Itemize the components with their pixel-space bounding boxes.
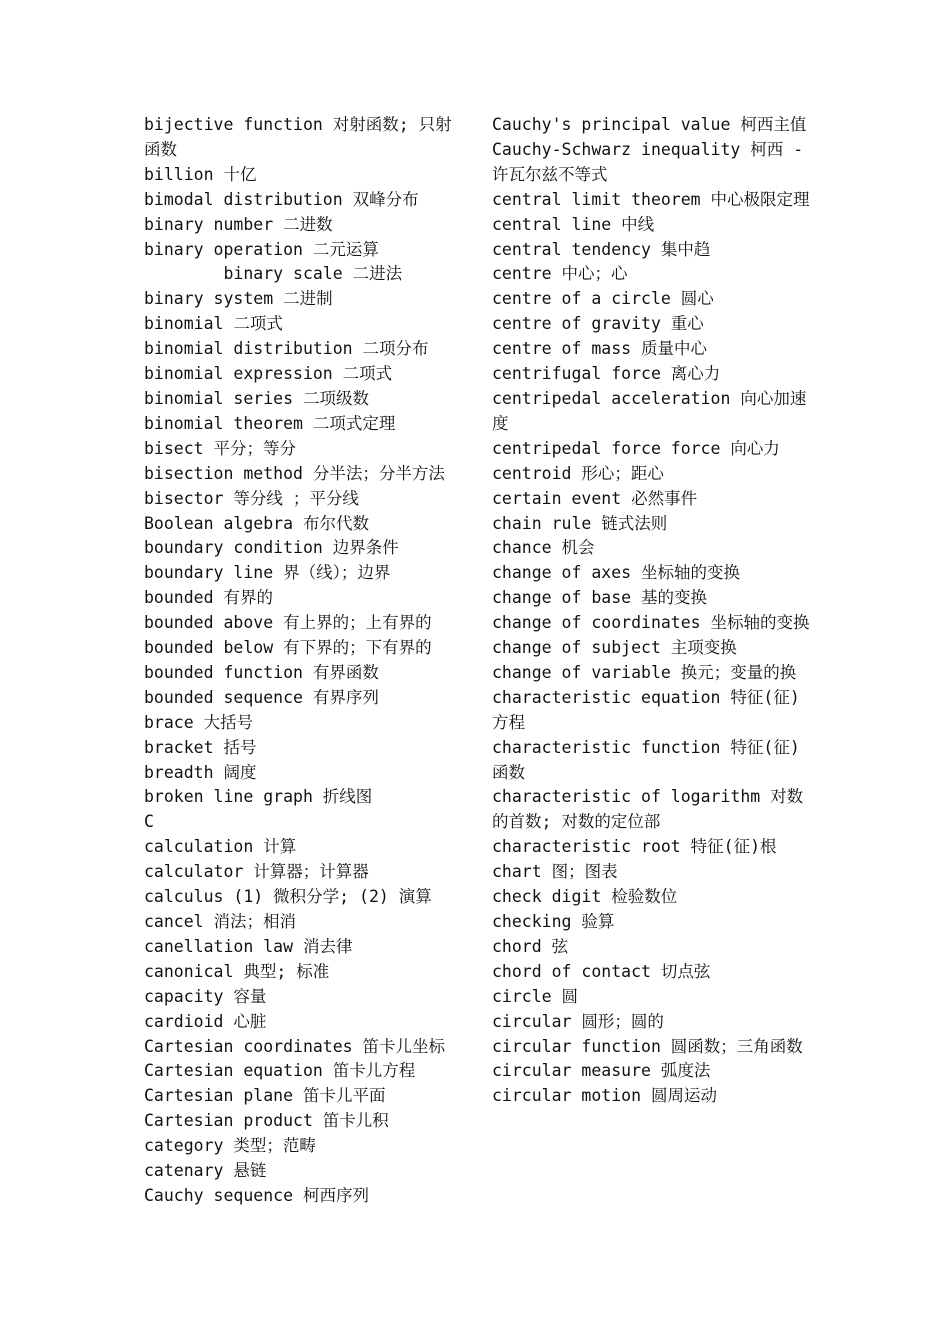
- glossary-entry: change of axes 坐标轴的变换: [492, 563, 741, 583]
- glossary-entry: bracket 括号: [144, 737, 257, 757]
- glossary-entry: cardioid 心脏: [144, 1011, 267, 1031]
- glossary-entry: characteristic function 特征(征)函数: [492, 737, 800, 782]
- glossary-entry: capacity 容量: [144, 986, 267, 1006]
- glossary-entry: binomial theorem 二项式定理: [144, 413, 396, 433]
- glossary-entry: Cartesian plane 笛卡儿平面: [144, 1086, 386, 1106]
- glossary-entry: circular 圆形；圆的: [492, 1011, 664, 1031]
- glossary-entry: boundary condition 边界条件: [144, 538, 399, 558]
- glossary-entry: calculation 计算: [144, 837, 297, 857]
- glossary-entry: broken line graph 折线图: [144, 787, 373, 807]
- glossary-entry: centripedal acceleration 向心加速度: [492, 388, 807, 433]
- glossary-entry: bounded 有界的: [144, 588, 273, 608]
- glossary-entry: C: [144, 812, 154, 832]
- glossary-entry: binary scale 二进法: [144, 264, 403, 284]
- glossary-entry: centripedal force force 向心力: [492, 438, 780, 458]
- glossary-entry: Boolean algebra 布尔代数: [144, 513, 369, 533]
- glossary-entry: change of subject 主项变换: [492, 638, 737, 658]
- glossary-entry: binomial series 二项级数: [144, 388, 369, 408]
- glossary-entry: binary operation 二元运算: [144, 239, 379, 259]
- glossary-entry: certain event 必然事件: [492, 488, 698, 508]
- glossary-entry: bijective function 对射函数; 只射函数: [144, 115, 452, 159]
- glossary-entry: bounded below 有下界的；下有界的: [144, 638, 432, 658]
- glossary-entry: centre of a circle 圆心: [492, 289, 714, 309]
- glossary-entry: canonical 典型; 标准: [144, 961, 330, 981]
- glossary-entry: circular measure 弧度法: [492, 1061, 711, 1081]
- glossary-entry: bisection method 分半法；分半方法: [144, 463, 445, 483]
- glossary-entry: breadth 阔度: [144, 762, 257, 782]
- glossary-entry: catenary 悬链: [144, 1161, 267, 1181]
- glossary-entry: bimodal distribution 双峰分布: [144, 189, 419, 209]
- glossary-entry: check digit 检验数位: [492, 887, 678, 907]
- glossary-entry: Cauchy's principal value 柯西主值: [492, 115, 807, 134]
- glossary-entry: central limit theorem 中心极限定理: [492, 189, 810, 209]
- glossary-entry: chain rule 链式法则: [492, 513, 668, 533]
- glossary-entry: Cauchy sequence 柯西序列: [144, 1185, 369, 1205]
- glossary-entry: circular motion 圆周运动: [492, 1086, 717, 1106]
- glossary-entry: binary number 二进数: [144, 214, 333, 234]
- glossary-entry: category 类型；范畴: [144, 1136, 316, 1156]
- glossary-entry: canellation law 消去律: [144, 936, 353, 956]
- glossary-column-right: [492, 113, 812, 1109]
- glossary-entry: chord of contact 切点弦: [492, 961, 711, 981]
- glossary-entry: bounded above 有上界的；上有界的: [144, 613, 432, 633]
- glossary-entry: bounded function 有界函数: [144, 662, 379, 682]
- glossary-entry: characteristic root 特征(征)根: [492, 837, 777, 857]
- glossary-entry: billion 十亿: [144, 164, 257, 184]
- glossary-entry: calculator 计算器；计算器: [144, 862, 369, 882]
- glossary-entry: checking 验算: [492, 912, 615, 931]
- glossary-entry: centrifugal force 离心力: [492, 364, 721, 384]
- glossary-entry: centroid 形心；距心: [492, 463, 664, 483]
- glossary-entry: central line 中线: [492, 214, 655, 234]
- glossary-entry: boundary line 界（线）；边界: [144, 563, 391, 583]
- glossary-entry: centre of gravity 重心: [492, 314, 704, 334]
- glossary-entry: binomial distribution 二项分布: [144, 339, 429, 359]
- glossary-column-left: [144, 113, 464, 1209]
- glossary-entry: characteristic of logarithm 对数的首数; 对数的定位部: [492, 787, 804, 832]
- glossary-entry: central tendency 集中趋: [492, 239, 711, 259]
- glossary-entry: change of base 基的变换: [492, 588, 708, 608]
- glossary-entry: binomial expression 二项式: [144, 364, 393, 384]
- glossary-entry: Cartesian equation 笛卡儿方程: [144, 1061, 416, 1081]
- glossary-entry: Cauchy-Schwarz inequality 柯西 -许瓦尔兹不等式: [492, 139, 804, 184]
- glossary-entry: change of coordinates 坐标轴的变换: [492, 613, 810, 633]
- glossary-entry: chart 图；图表: [492, 862, 618, 882]
- glossary-entry: bisect 平分；等分: [144, 438, 297, 458]
- glossary-entry: circular function 圆函数；三角函数: [492, 1036, 803, 1056]
- glossary-entry: bounded sequence 有界序列: [144, 687, 379, 707]
- glossary-entry: binary system 二进制: [144, 289, 333, 309]
- glossary-entry: binomial 二项式: [144, 314, 283, 334]
- glossary-entry: cancel 消法；相消: [144, 912, 297, 931]
- glossary-entry: characteristic equation 特征(征)方程: [492, 687, 800, 732]
- glossary-entry: centre 中心；心: [492, 264, 628, 284]
- glossary-entry: circle 圆: [492, 986, 579, 1006]
- glossary-entry: chance 机会: [492, 538, 595, 558]
- glossary-entry: chord 弦: [492, 936, 569, 956]
- glossary-entry: Cartesian product 笛卡儿积: [144, 1111, 389, 1131]
- glossary-entry: brace 大括号: [144, 712, 254, 732]
- glossary-entry: Cartesian coordinates 笛卡儿坐标: [144, 1036, 446, 1056]
- glossary-entry: calculus (1) 微积分学; (2) 演算: [144, 887, 432, 907]
- glossary-entry: change of variable 换元；变量的换: [492, 662, 797, 682]
- glossary-entry: bisector 等分线 ；平分线: [144, 488, 359, 508]
- glossary-entry: centre of mass 质量中心: [492, 339, 708, 359]
